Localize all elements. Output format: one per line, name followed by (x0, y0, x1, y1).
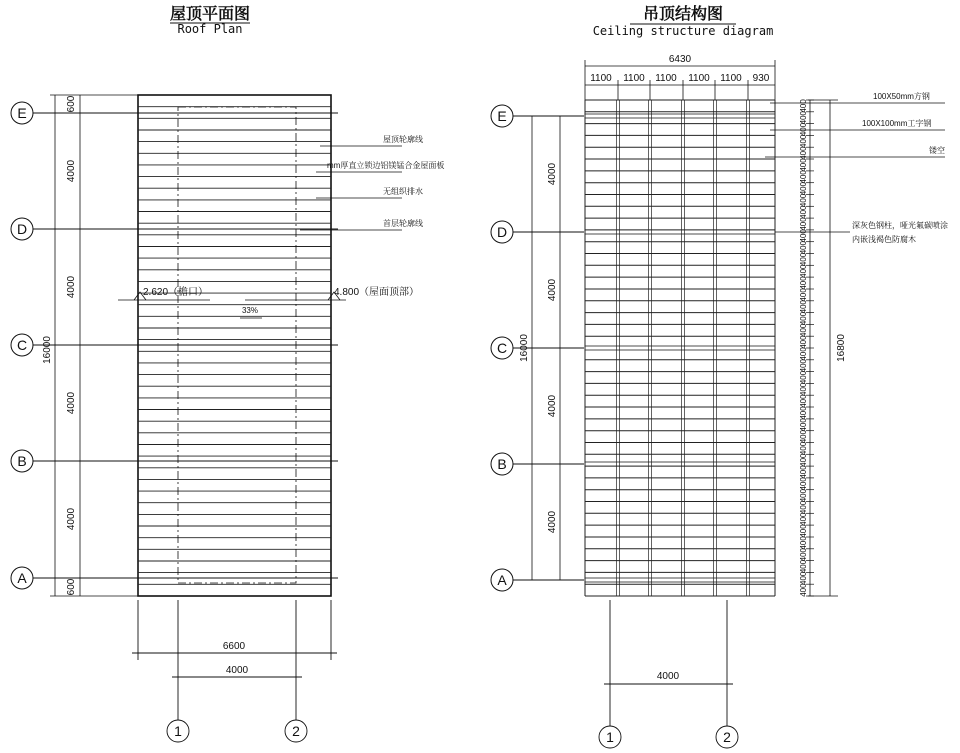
right-dim-400: 400 (799, 441, 808, 456)
roof-axis-B: B (17, 453, 27, 469)
right-dim-400: 400 (799, 370, 808, 385)
ceiling-dim-top-total: 6430 (668, 54, 692, 65)
ceiling-axis-E: E (497, 108, 507, 124)
note-first-floor: 首层轮廓线 (383, 219, 423, 228)
roof-dim-total: 16000 (42, 336, 53, 364)
right-dim-400: 400 (799, 548, 808, 562)
roof-axis-1: 1 (174, 723, 182, 739)
right-dim-400: 400 (799, 559, 808, 574)
roof-dim-4000-3: 4000 (66, 391, 77, 415)
note-hollow: 镂空 (929, 146, 945, 155)
right-dim-400: 400 (799, 134, 808, 148)
roof-axis-A: A (17, 570, 27, 586)
ceiling-dim-4000-1: 4000 (547, 162, 558, 186)
right-dim-400: 400 (799, 418, 808, 432)
ceiling-dim-4000-3: 4000 (547, 394, 558, 418)
right-dim-400: 400 (799, 288, 808, 302)
right-dim-400: 400 (799, 323, 808, 337)
right-dim-400: 400 (799, 158, 808, 172)
level-left: 2.620（檐口） (143, 287, 209, 298)
ceiling-dim-top-5: 1100 (720, 73, 742, 84)
right-dim-400: 400 (799, 146, 808, 160)
right-dim-400: 400 (799, 359, 808, 373)
right-dim-400: 400 (799, 512, 808, 526)
ceiling-dim-top-1: 1100 (590, 73, 612, 84)
ceiling-dim-total-left: 16000 (519, 334, 530, 362)
right-dim-400: 400 (799, 477, 808, 491)
ceiling-axis-B: B (497, 456, 507, 472)
right-dim-400: 400 (799, 205, 808, 219)
note-roof-outline: 屋顶轮廓线 (383, 135, 423, 144)
roof-axis-C: C (16, 337, 28, 353)
right-dim-400: 400 (799, 276, 808, 290)
roof-dim-4000-1: 4000 (66, 159, 77, 183)
right-dim-400: 400 (799, 335, 808, 349)
right-dim-400: 400 (799, 229, 808, 243)
right-dim-400: 400 (799, 252, 808, 267)
ceiling-top-dims (585, 60, 775, 100)
ceiling-dim-top-6: 930 (752, 73, 770, 84)
right-dim-400: 400 (799, 382, 808, 396)
note-wood: 内嵌浅褐色防腐木 (852, 235, 916, 244)
roof-row-axes (11, 102, 338, 589)
right-dim-400: 400 (799, 300, 808, 314)
ceiling-diagram (491, 54, 948, 748)
right-dim-400: 400 (799, 465, 808, 479)
right-dim-400: 400 (799, 193, 808, 208)
ceiling-axis-D: D (496, 224, 508, 240)
right-dim-400: 400 (799, 240, 808, 255)
roof-plan-title-cn: 屋顶平面图 (169, 4, 251, 23)
ceiling-axis-C: C (496, 340, 508, 356)
right-dim-400: 400 (799, 571, 808, 585)
roof-plan (11, 95, 444, 742)
roof-axis-2: 2 (292, 723, 300, 739)
right-dim-400: 400 (799, 453, 808, 467)
right-dim-400: 400 (799, 122, 808, 137)
note-i-beam: 100X100mm工字钢 (862, 119, 932, 128)
ceiling-dim-top-3: 1100 (655, 73, 677, 84)
ceiling-dim-top-4: 1100 (688, 73, 710, 84)
right-dim-400: 400 (799, 524, 808, 538)
right-dim-400: 400 (799, 99, 808, 113)
ceiling-axis-1: 1 (606, 729, 614, 745)
right-dim-400: 400 (799, 111, 808, 125)
roof-dim-width: 6600 (222, 641, 246, 652)
ceiling-axis-2: 2 (723, 729, 731, 745)
right-dim-400: 400 (799, 181, 808, 196)
roof-dim-600-top: 600 (66, 95, 77, 113)
roof-dim-4000-2: 4000 (66, 275, 77, 299)
roof-plan-title-en: Roof Plan (177, 22, 243, 36)
roof-dim-axis: 4000 (225, 665, 249, 676)
roof-axis-D: D (16, 221, 28, 237)
ceiling-dim-axis: 4000 (656, 671, 680, 682)
right-dim-400: 400 (799, 536, 808, 550)
ceiling-title-cn: 吊顶结构图 (642, 4, 724, 23)
ceiling-axis-A: A (497, 572, 507, 588)
right-dim-400: 400 (799, 583, 808, 597)
right-dim-400: 400 (799, 217, 808, 231)
note-steel-column: 深灰色钢柱，哑光氟碳喷涂 (852, 221, 948, 230)
right-dim-400: 400 (799, 311, 808, 326)
ceiling-dim-total-right: 16800 (836, 334, 847, 362)
right-dim-400: 400 (799, 500, 808, 515)
right-dim-400: 400 (799, 347, 808, 361)
note-square-steel: 100X50mm方钢 (873, 92, 930, 101)
roof-dim-600-bottom: 600 (66, 578, 77, 596)
ceiling-title-en: Ceiling structure diagram (592, 24, 774, 38)
ceiling-dim-top-2: 1100 (623, 73, 645, 84)
right-dim-400: 400 (799, 429, 808, 444)
ceiling-grid (585, 100, 775, 596)
roof-dim-4000-4: 4000 (66, 507, 77, 531)
ceiling-dim-4000-4: 4000 (547, 510, 558, 534)
ceiling-dim-4000-2: 4000 (547, 278, 558, 302)
note-drainage: 无组织排水 (383, 187, 423, 196)
right-dim-400: 400 (799, 264, 808, 278)
level-right: 4.800（屋面顶部） (334, 287, 420, 298)
note-roof-panel: mm厚直立锁边铝镁锰合金屋面板 (327, 161, 445, 170)
slope-label: 33% (241, 306, 259, 315)
ceiling-right-dims (799, 99, 814, 597)
roof-axis-E: E (17, 105, 27, 121)
right-dim-400: 400 (799, 406, 808, 420)
right-dim-400: 400 (799, 488, 808, 503)
right-dim-400: 400 (799, 394, 808, 408)
right-dim-400: 400 (799, 170, 808, 184)
